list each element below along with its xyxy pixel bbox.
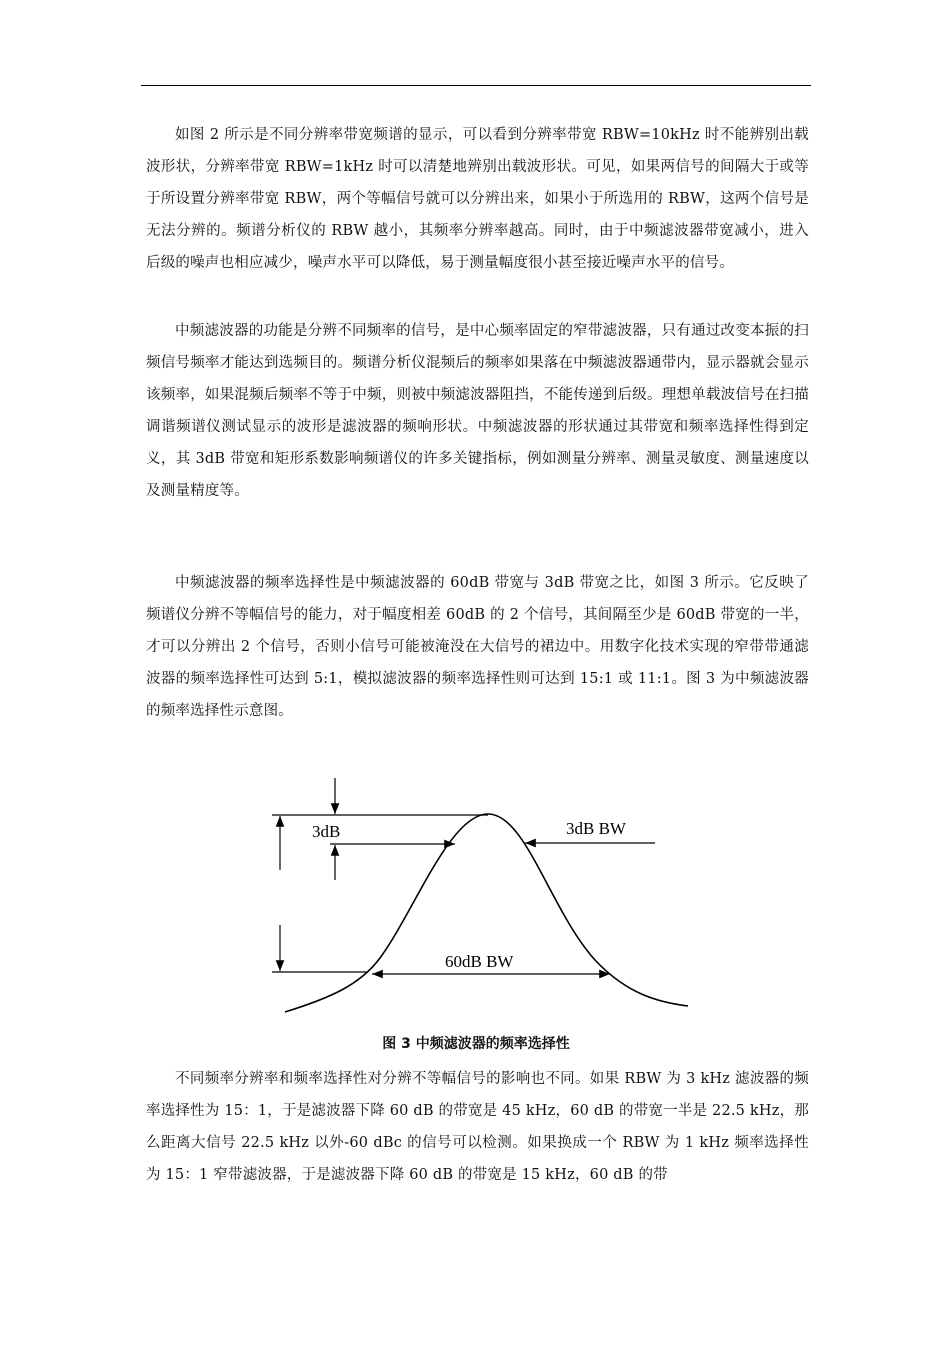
filter-selectivity-figure [250, 770, 700, 1020]
header-rule [141, 85, 811, 86]
label-60db-bw: 60dB BW [445, 952, 514, 971]
paragraph-3: 中频滤波器的频率选择性是中频滤波器的 60dB 带宽与 3dB 带宽之比，如图 3 所示。它反映了频谱仪分辨不等幅信号的能力，对于幅度相差 60dB 的 2 个信号，其间隔至少是 60dB 带宽的一半，才可以分辨出 2 个信号，否则小信号可能被淹没在大信号的裙边中。用数字化技术实现的窄带带通滤波器的频率选择性可达到 5:1，模拟滤波器的频率选择性则可达到 15:1 或 11:1。图 3 为中频滤波器的频率选择性示意图。 [146, 575, 809, 719]
paragraph-2: 中频滤波器的功能是分辨不同频率的信号，是中心频率固定的窄带滤波器，只有通过改变本振的扫频信号频率才能达到选频目的。频谱分析仪混频后的频率如果落在中频滤波器通带内，显示器就会显示该频率，如果混频后频率不等于中频，则被中频滤波器阻挡，不能传递到后级。理想单载波信号在扫描调谐频谱仪测试显示的波形是滤波器的频响形状。中频滤波器的形状通过其带宽和频率选择性得到定义，其 3dB 带宽和矩形系数影响频谱仪的许多关键指标，例如测量分辨率、测量灵敏度、测量速度以及测量精度等。 [146, 323, 809, 499]
paragraph-1: 如图 2 所示是不同分辨率带宽频谱的显示，可以看到分辨率带宽 RBW=10kHz 时不能辨别出载波形状，分辨率带宽 RBW=1kHz 时可以清楚地辨别出载波形状。可见，如果两信号的间隔大于或等于所设置分辨率带宽 RBW，两个等幅信号就可以分辨出来，如果小于所选用的 RBW，这两个信号是无法分辨的。频谱分析仪的 RBW 越小，其频率分辨率越高。同时，由于中频滤波器带宽减小，进入后级的噪声也相应减少，噪声水平可以降低，易于测量幅度很小甚至接近噪声水平的信号。 [146, 127, 809, 271]
paragraph-4: 不同频率分辨率和频率选择性对分辨不等幅信号的影响也不同。如果 RBW 为 3 kHz 滤波器的频率选择性为 15：1，于是滤波器下降 60 dB 的带宽是 45 kHz，60 dB 的带宽一半是 22.5 kHz，那么距离大信号 22.5 kHz 以外-60 dBc 的信号可以检测。如果换成一个 RBW 为 1 kHz 频率选择性为 15：1 窄带滤波器，于是滤波器下降 60 dB 的带宽是 15 kHz，60 dB 的带 [146, 1071, 809, 1183]
label-3db-bw: 3dB BW [566, 819, 626, 838]
filter-diagram [250, 770, 700, 1020]
label-3db: 3dB [312, 822, 341, 841]
figure-caption: 图 3 中频滤波器的频率选择性 [382, 1036, 570, 1052]
